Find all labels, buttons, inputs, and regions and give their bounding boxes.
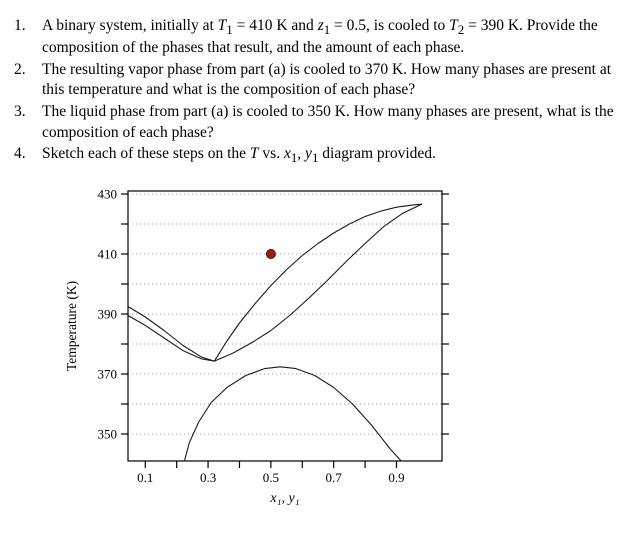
curve-left-lens-upper — [128, 306, 214, 361]
problem-text: A binary system, initially at $T_1 = 410$ K and $z_1 = 0.5$, is cooled to $T_2 = 390$ K. Provide the composition of the phases that result, and the amount of each phase. — [42, 17, 598, 57]
x-tick-label: 0.1 — [137, 469, 154, 485]
problem-item-2 — [14, 60, 634, 101]
state-point-marker — [266, 249, 275, 258]
y-tick-label: 430 — [97, 186, 117, 202]
x-tick-label: 0.9 — [388, 469, 405, 485]
phase-diagram-chart — [60, 179, 480, 511]
y-tick-label: 410 — [97, 246, 117, 262]
problem-item-3 — [14, 102, 634, 143]
y-tick-label: 370 — [97, 366, 117, 382]
problem-text: Sketch each of these steps on the T vs. $x_1$, $y_1$ diagram provided. — [42, 145, 436, 166]
problem-number: 3. — [14, 103, 26, 121]
y-tick-label: 350 — [97, 426, 117, 442]
x-tick-label: 0.3 — [199, 469, 217, 485]
x-tick-label: 0.5 — [262, 469, 279, 485]
y-axis-title: Temperature (K) — [64, 280, 79, 371]
plot-frame — [128, 191, 442, 461]
problem-text: The liquid phase from part (a) is cooled to 350 K. How many phases are present, what is the composition of each phase? — [42, 103, 614, 141]
problem-number: 1. — [14, 17, 26, 34]
curve-left-lens-lower — [128, 315, 214, 361]
curve-bubble-curve-right — [214, 204, 421, 361]
problem-text: The resulting vapor phase from part (a) is cooled to 370 K. How many phases are present at this temperature and what is the composition of each phase? — [42, 60, 612, 99]
problem-number: 4. — [14, 145, 26, 163]
problem-item-1 — [14, 16, 634, 59]
chart-container — [60, 179, 634, 516]
problem-item-4 — [14, 144, 634, 166]
x-axis-title: x₁, y₁ — [270, 490, 300, 506]
y-tick-label: 390 — [97, 306, 117, 322]
x-tick-label: 0.7 — [325, 469, 342, 485]
problem-list — [14, 16, 634, 167]
curve-lle-dome — [185, 366, 402, 460]
problem-number: 2. — [14, 60, 26, 78]
curve-dew-curve-right — [214, 204, 421, 361]
